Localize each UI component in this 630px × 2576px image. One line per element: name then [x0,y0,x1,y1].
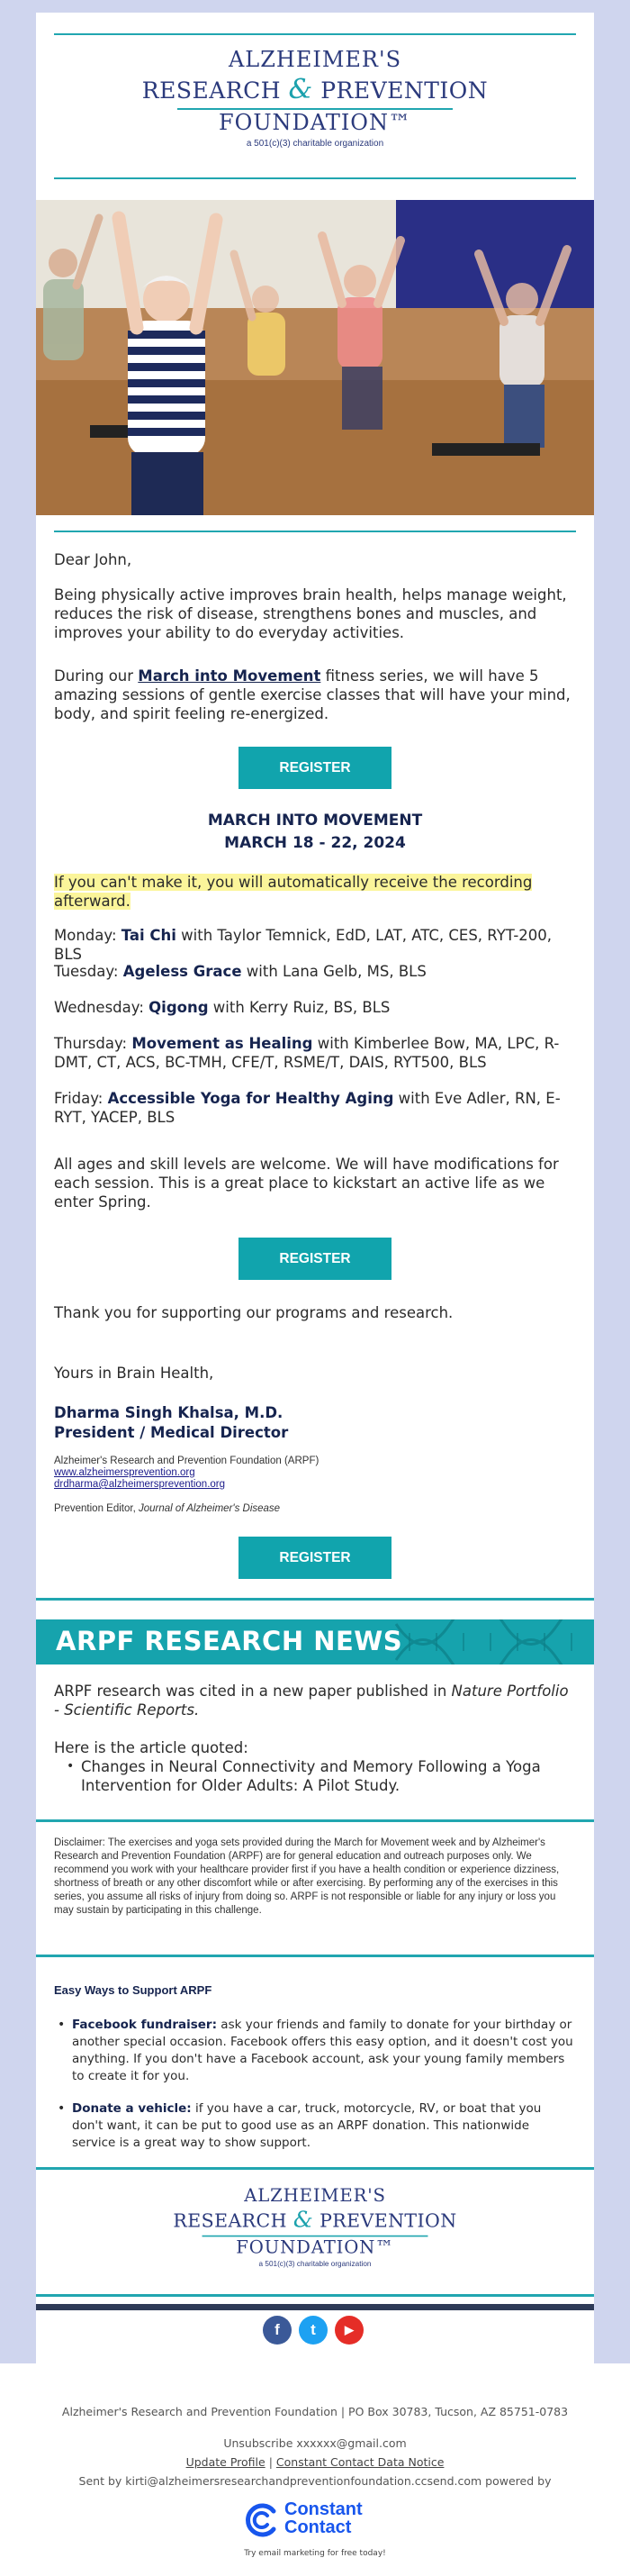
logo-line1: ALZHEIMER'S [228,47,402,72]
article-title[interactable]: Changes in Neural Connectivity and Memory Following a Yoga Intervention for Older Adults: A Pilot Study. [81,1758,541,1794]
intro-paragraph: Being physically active improves brain health, helps manage weight, reduces the risk of disease, strengthens bones and muscles, and improves your ability to do everyday activities. [54,586,567,641]
cc-tagline[interactable]: Try email marketing for free today! [244,2549,386,2558]
schedule-instructor: with Taylor Temnick, EdD, LAT, ATC, CES, RYT-200, BLS [54,927,553,963]
bullet-icon: • [67,1759,75,1773]
footer-unsubscribe[interactable]: Unsubscribe xxxxxx@gmail.com [223,2436,407,2450]
schedule-class: Tai Chi [121,927,176,944]
news-top-divider [36,1598,594,1601]
support-item-text: if you have a car, truck, motorcycle, RV, or boat that you don't want, it can be put to good use as an ARPF donation. This nationwide service is a great way to show support. [72,2101,542,2150]
all-levels-paragraph: All ages and skill levels are welcome. We will have modifications for each session. This is a great place to kickstart an active life as we enter Spring. [54,1156,559,1211]
editor-label: Prevention Editor, [54,1503,139,1514]
email-footer [0,2363,630,2576]
signer-website [54,1467,576,1479]
news-journal: Nature Portfolio - Scientific Reports. [54,1683,569,1719]
logo-ampersand: & [288,74,313,105]
constant-contact-icon [243,2502,279,2538]
schedule-instructor: with Kerry Ruiz, BS, BLS [208,999,391,1016]
constant-contact-logo[interactable] [243,2499,396,2545]
research-news-title: ARPF RESEARCH NEWS [56,1626,403,1656]
youtube-icon[interactable]: ▶ [335,2316,364,2345]
register-button-1[interactable]: REGISTER [238,747,392,789]
support-heading: Easy Ways to Support ARPF [54,1983,212,1997]
quoted-article [67,1757,576,1795]
bullet-icon: • [58,2018,66,2032]
footer-link-separator: | [268,2455,273,2469]
schedule-wednesday [54,998,576,1017]
disclaimer-text: Disclaimer: The exercises and yoga sets provided during the March for Movement week and by Alzheimer's Research and Prevention Foundation (ARPF) are for general education and outreach purposes only. We recommend you work with your healthcare provider first if you have a health condition or experience dizziness, shortness of breath or any other discomfort while or after exercising. By performing any of the exercises in this series, you assume all risks of injury from doing so. ARPF is not responsible or liable for any injury or loss you may sustain by participating in this challenge. [54,1837,560,1916]
quoted-label: Here is the article quoted: [54,1739,248,1756]
research-news-banner [36,1619,594,1664]
social-bar [36,2304,594,2310]
data-notice-link[interactable]: Constant Contact Data Notice [275,2455,445,2469]
schedule-class: Ageless Grace [122,963,242,980]
schedule-friday [54,1089,576,1127]
logo-line1: ALZHEIMER'S [244,2185,386,2206]
logo-line3: FOUNDATION™ [219,110,411,135]
news-paragraph [54,1682,576,1719]
schedule-day: Tuesday: [54,963,123,980]
bullet-icon: • [58,2101,66,2116]
schedule-instructor: with Kimberlee Bow, MA, LPC, R-DMT, CT, ACS, BC-TMH, CFE/T, RSME/T, DAIS, RYT500, BLS [54,1035,560,1071]
footer-sent-by: Sent by kirti@alzheimersresearchandpreventionfoundation.ccsend.com powered by [78,2474,552,2488]
event-title: MARCH INTO MOVEMENT [207,812,423,830]
schedule-class: Accessible Yoga for Healthy Aging [107,1090,394,1107]
footer-foundation-logo[interactable] [86,2185,544,2269]
recording-note-highlight: If you can't make it, you will automatically receive the recording afterward. [54,874,533,910]
photo-divider [54,531,576,532]
header-bottom-divider [54,177,576,179]
logo-line2 [86,2208,544,2234]
logo-line3: FOUNDATION™ [236,2236,394,2258]
footer-logo-top-divider [36,2167,594,2170]
header-top-divider [54,33,576,35]
signer-org: Alzheimer's Research and Prevention Foundation (ARPF) [54,1456,320,1466]
footer-logo-bottom-divider [36,2294,594,2297]
signer-name: Dharma Singh Khalsa, M.D. [54,1404,284,1421]
schedule-day: Wednesday: [54,999,149,1016]
disclaimer-top-divider [36,1819,594,1822]
support-item-label: Donate a vehicle: [72,2101,192,2116]
signoff: Yours in Brain Health, [54,1365,214,1382]
photo-illustration [36,200,594,515]
series-paragraph [54,667,576,723]
logo-prevention: PREVENTION [320,2209,457,2232]
schedule-class: Movement as Healing [131,1035,313,1052]
series-text-after: fitness series, we will have 5 amazing sessions of gentle exercise classes that will have your mind, body, and spirit feeling re-energized. [54,667,571,722]
cc-name-line1: Constant [284,2499,363,2519]
logo-prevention: PREVENTION [320,77,489,104]
foundation-logo[interactable] [36,47,594,149]
logo-ampersand: & [292,2207,314,2234]
editor-journal: Journal of Alzheimer's Disease [138,1503,281,1514]
signer-title: President / Medical Director [54,1424,289,1441]
editor-credit [54,1503,576,1515]
schedule-class: Qigong [148,999,209,1016]
recording-note [54,873,576,911]
disclaimer-bottom-divider [36,1955,594,1957]
schedule-day: Monday: [54,927,122,944]
schedule-thursday [54,1034,576,1072]
support-item-label: Facebook fundraiser: [72,2018,217,2032]
series-text-before: During our [54,667,139,685]
support-item-facebook [58,2017,576,2085]
logo-tagline: a 501(c)(3) charitable organization [246,139,384,149]
schedule-tuesday [54,962,576,981]
greeting: Dear John, [54,551,132,568]
facebook-icon[interactable]: f [263,2316,292,2345]
footer-links [0,2455,630,2469]
footer-address: Alzheimer's Research and Prevention Foundation | PO Box 30783, Tucson, AZ 85751-0783 [61,2405,569,2418]
logo-research: RESEARCH [173,2209,287,2232]
thanks-text: Thank you for supporting our programs and research. [54,1304,454,1321]
march-into-movement-link[interactable]: March into Movement [138,667,321,685]
exercise-class-photo[interactable] [36,200,594,515]
register-button-2[interactable]: REGISTER [238,1238,392,1280]
schedule-instructor: with Eve Adler, RN, E-RYT, YACEP, BLS [54,1090,561,1126]
email-card [36,13,594,2363]
email-link[interactable]: drdharma@alzheimersprevention.org [54,1479,226,1490]
logo-line2 [36,74,594,105]
event-dates: MARCH 18 - 22, 2024 [224,834,406,852]
schedule-monday [54,926,576,964]
logo-research: RESEARCH [141,77,282,104]
logo-tagline: a 501(c)(3) charitable organization [258,2260,372,2269]
update-profile-link[interactable]: Update Profile [185,2455,266,2469]
schedule-day: Friday: [54,1090,108,1107]
register-button-3[interactable]: REGISTER [238,1537,392,1579]
support-item-vehicle [58,2100,576,2152]
cc-name-line2: Contact [284,2517,352,2537]
twitter-icon[interactable]: t [299,2316,328,2345]
support-item-text: ask your friends and family to donate for your birthday or another special occasion. Facebook offers this easy option, and it doesn't cost you anything. If you don't have a Facebook account, ask your young family members to create it for you. [72,2018,573,2083]
website-link[interactable]: www.alzheimersprevention.org [54,1467,195,1478]
schedule-day: Thursday: [54,1035,132,1052]
schedule-instructor: with Lana Gelb, MS, BLS [241,963,427,980]
signer-email [54,1479,576,1491]
news-text: ARPF research was cited in a new paper published in [54,1683,452,1700]
